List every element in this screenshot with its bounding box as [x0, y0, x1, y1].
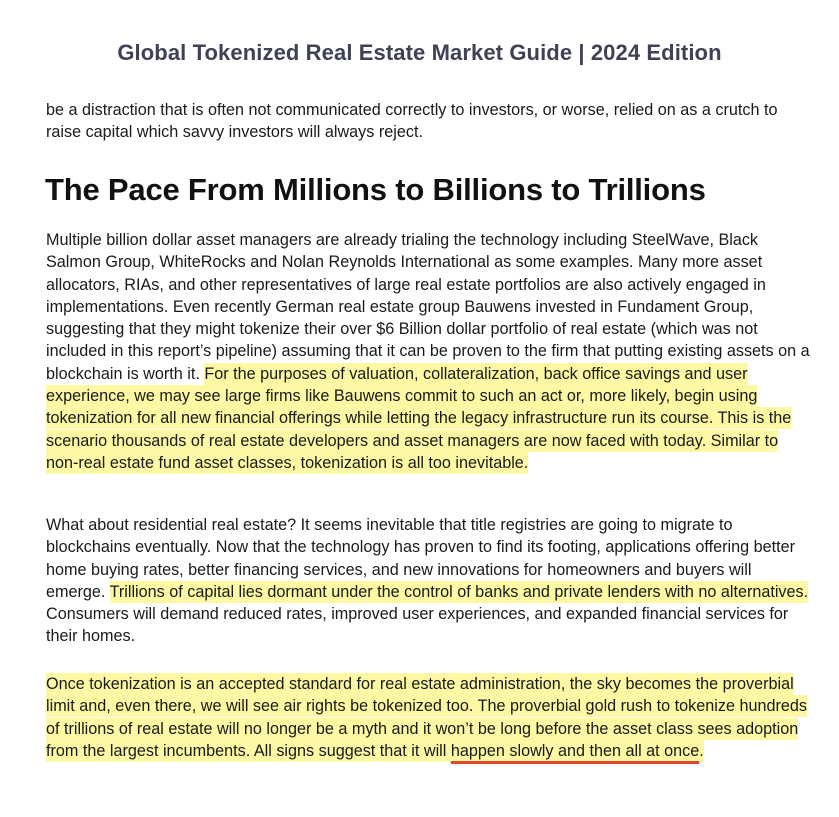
- underlined-phrase: happen slowly and then all at once: [450, 741, 700, 760]
- paragraph-text: What about residential real estate? It seems inevitable that title registries are going to migrate to blockchains eventually. Now that the technology has proven to find its footing, applications offering better home buying rates, better financing services, and new innovations for homeowners and buyers will emerge.: [46, 516, 795, 601]
- highlighted-text: Once tokenization is an accepted standard for real estate administration, the sky becomes the proverbial limit and, even there, we will see air rights be tokenized too. The proverbial gold rush to tokenize hundreds of trillions of real estate will no longer be a myth and it won’t be long before the asset class sees adoption from the largest incumbents. All signs suggest that it will: [46, 675, 807, 760]
- paragraph-residential: [46, 514, 811, 648]
- highlighted-text: Trillions of capital lies dormant under the control of banks and private lenders with no alternatives.: [109, 582, 809, 601]
- paragraph-conclusion: [46, 673, 811, 762]
- page-header: Global Tokenized Real Estate Market Guide | 2024 Edition: [117, 40, 722, 65]
- highlighted-text: For the purposes of valuation, collateralization, back office savings and user experience, we may see large firms like Bauwens commit to such an act or, more likely, begin using tokenization for all new financial offerings while letting the legacy infrastructure run its course. This is the scenario thousands of real estate developers and asset managers are now faced with today. Similar to non-real estate fund asset classes, tokenization is all too inevitable.: [46, 364, 792, 472]
- paragraph-text: Multiple billion dollar asset managers are already trialing the technology including SteelWave, Black Salmon Group, WhiteRocks and Nolan Reynolds International as some examples. Many more asset allocators, RIAs, and other representatives of large real estate portfolios are also actively engaged in implementations. Even recently German real estate group Bauwens invested in Fundament Group, suggesting that they might tokenize their over $6 Billion dollar portfolio of real estate (which was not included in this report’s pipeline) assuming that it can be proven to the firm that putting existing assets on a blockchain is worth it.: [46, 231, 810, 383]
- paragraph-text: Consumers will demand reduced rates, improved user experiences, and expanded financial services for their homes.: [46, 605, 789, 646]
- section-heading: The Pace From Millions to Billions to Trillions: [45, 172, 706, 207]
- paragraph-asset-managers: [46, 229, 811, 474]
- paragraph-end: .: [699, 741, 704, 760]
- continued-paragraph: be a distraction that is often not communicated correctly to investors, or worse, relied on as a crutch to raise capital which savvy investors will always reject.: [46, 101, 778, 142]
